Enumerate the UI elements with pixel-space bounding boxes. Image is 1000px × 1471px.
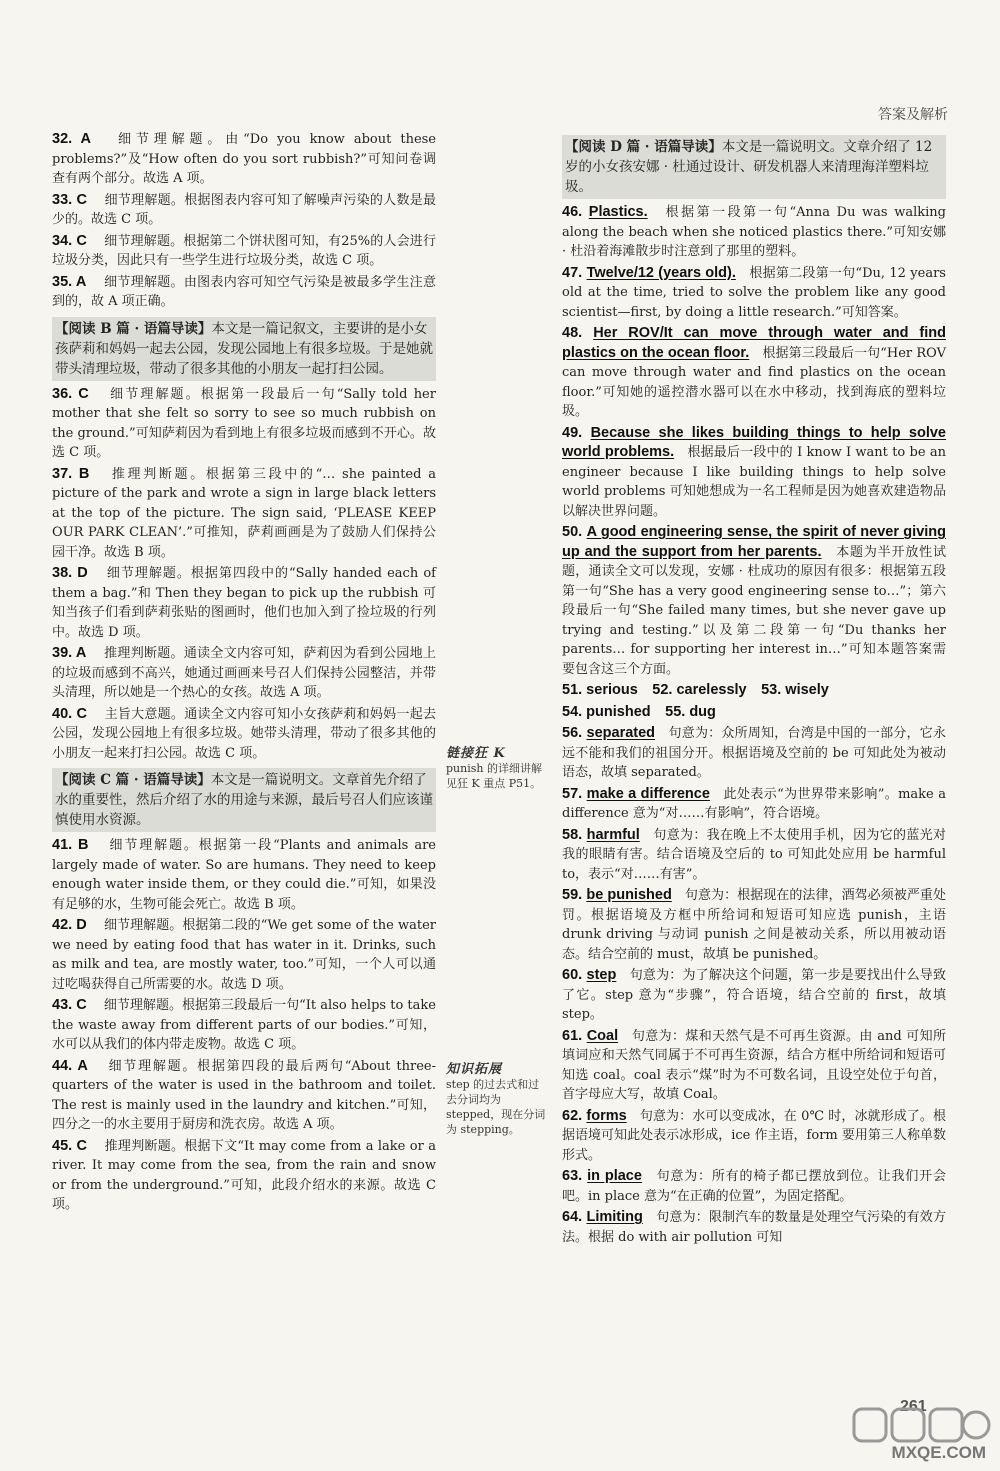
page-number: 261 [900,1398,927,1415]
answer-explanation: 句意为：为了解决这个问题，第一步是要找出什么导致了它。step 意为“步骤”，符合语境，结合空前的 first，故填 step。 [562,968,946,1022]
answer-key: Coal [586,1027,619,1044]
answer-item [562,523,946,679]
answer-item [562,724,946,783]
guide-text: 本文是一篇说明文。文章首先介绍了水的重要性，然后介绍了水的用途与来源，最后号召人们应该谨慎使用水资源。 [55,772,433,828]
answer-explanation: 根据第一段第一句“Anna Du was walking along the beach when she noticed plastics there.”可知安娜 · 杜沿着海滩散步时注意到了那里的塑料。 [562,205,946,259]
answer-item [562,826,946,885]
answer-number: 32. A [52,131,92,147]
answer-number: 64. [562,1209,583,1225]
answer-explanation: 根据第二段第一句“Du, 12 years old at the time, tried to solve the problem like any good scientist—first, by doing a little research.”可知答案。 [562,265,946,320]
answer-line [562,681,946,701]
answer-item [52,564,436,642]
side-note-link [446,746,550,791]
answer-explanation: 细节理解题。根据第三段最后一句“It also helps to take the waste away from different parts of our bodies.”可知，水可以从我们的体内带走废物。故选 C 项。 [52,998,436,1052]
answer-item [52,1057,436,1135]
answer-explanation: 句意为：所有的椅子都已摆放到位。让我们开会吧。in place 意为“在正确的位置”，为固定搭配。 [562,1169,946,1204]
answer-item [562,1208,946,1247]
answer-number: 49. [562,424,583,441]
answer-explanation: 推理判断题。根据第三段中的“… she painted a picture of the park and wrote a sign in large black letters at the top of the picture. The sign said, ‘PLEASE KEEP OUR PARK CLEAN’.”可推知，萨莉画画是为了鼓励人们保持公园干净。故选 B 项。 [52,466,436,560]
reading-guide [52,317,436,381]
answer-key: harmful [586,826,640,843]
answer-key: Plastics. [588,204,648,220]
answer-key: Twelve/12 (years old). [586,264,736,281]
answer-item [562,1167,946,1206]
answer-number: 56. [562,725,583,741]
answer-item [562,1107,946,1166]
answer-item [52,191,436,230]
answer-explanation: 本题为半开放性试题，通读全文可以发现，安娜 · 杜成功的原因有很多：根据第五段第一句“She has a very good engineering sense to…”；第六段最后一句“She failed many times, but she never gave up trying and testing.”以及第二段第一句“Du thanks her parents… for supporting her interest in…”可知本题答案需要包含这三个方面。 [562,544,946,677]
answer-explanation: 细节理解题。根据第四段的最后两句“About three-quarters of the water is used in the bathroom and toilet. The rest is mainly used in the laundry and kitchen.”可知，四分之一的水主要用于厨房和洗衣房。故选 A 项。 [52,1058,436,1132]
answer-number: 62. [562,1107,583,1124]
answer-item [52,705,436,764]
answer-explanation: 根据最后一段中的 I know I want to be an engineer because I like building things to help solve world problems 可知她想成为一名工程师是因为她喜欢建造物品以解决世界问题。 [562,445,946,519]
answer-number: 60. [562,967,583,983]
answer-key: step [586,967,617,983]
answer-number: 46. [562,204,583,220]
reading-guide [562,135,946,199]
answer-number: 33. C [52,191,87,208]
answer-number: 42. D [52,917,87,933]
right-column [562,130,946,1249]
answer-explanation: 推理判断题。通读全文内容可知，萨莉因为看到公园地上的垃圾而感到不高兴，她通过画画来号召人们保持公园整洁，并带头清理，所以她是一个热心的女孩。故选 A 项。 [52,646,436,700]
answer-explanation: 推理判断题。根据下文“It may come from a lake or a river. It may come from the sea, from the rain and snow or from the underground.”可知，此段介绍水的来源。故选 C 项。 [52,1138,436,1212]
answer-explanation: 细节理解题。根据第二段的“We get some of the water we need by eating food that has water in it. Drinks, such as milk and tea, are mostly water, too.”可知，一个人可以通过吃喝获得自己所需要的水。故选 D 项。 [52,918,436,992]
answer-number: 34. C [52,232,87,249]
answer-explanation: 句意为：我在晚上不太使用手机，因为它的蓝光对我的眼睛有害。结合语境及空后的 to 可知此处应用 be harmful to，表示“对……有害”。 [562,827,946,882]
page-header: 答案及解析 [878,107,948,123]
answer-item [52,1137,436,1215]
answer-item [562,785,946,824]
answer-number: 37. B [52,465,90,482]
answer-explanation: 细节理解题。根据第四段中的“Sally handed each of them a bag.”和 Then they began to pick up the rubbish 可知当孩子们看到萨莉张贴的图画时，他们也加入到了捡垃圾的行列中。故选 D 项。 [52,566,436,640]
guide-tag: 【阅读 C 篇 · 语篇导读】 [55,772,211,788]
answer-explanation: 细节理解题。根据第一段“Plants and animals are largely made of water. So are humans. They need to keep enough water inside them, or they could die.”可知，如果没有足够的水，生物可能会死亡。故选 B 项。 [52,838,436,912]
answer-item [52,465,436,563]
answer-item [562,966,946,1025]
answer-key: A good engineering sense, the spirit of never giving up and the support from her parents. [562,524,946,560]
watermark-text: MXQE.COM [891,1443,986,1462]
reading-guide [52,768,436,832]
answer-number: 50. [562,524,583,540]
answer-explanation: 句意为：根据现在的法律，酒驾必须被严重处罚。根据语境及方框中所给词和短语可知应选 punish，主语 drunk driving 与动词 punish 之间是被动关系，所以用被动语态。结合空前的 must，故填 be punished。 [562,888,946,962]
answer-explanation: 句意为：限制汽车的数量是处理空气污染的有效方法。根据 do with air pollution 可知 [562,1210,946,1245]
answer-explanation: 句意为：煤和天然气是不可再生资源。由 and 可知所填词应和天然气同属于不可再生资源，结合方框中所给词和短语可知选 coal。coal 表示“煤”时为不可数名词，且设空处位于句首，首字母应大写，故填 Coal。 [562,1028,946,1102]
answer-item [52,130,436,189]
answer-explanation: 细节理解题。根据图表内容可知了解噪声污染的人数是最少的。故选 C 项。 [52,192,436,227]
answer-number: 63. [562,1168,583,1184]
answer-explanation: 细节理解题。由“Do you know about these problems?”及“How often do you sort rubbish?”可知问卷调查有两个部分。故选 A 项。 [52,132,436,186]
answer-number: 61. [562,1027,583,1044]
answer-number: 57. [562,785,583,802]
answer-item [52,836,436,914]
answer-number: 36. C [52,385,89,402]
side-note-title: 知识拓展 [446,1062,503,1077]
answer-item [52,385,436,463]
answer-item [52,916,436,994]
answer-key: make a difference [586,785,710,802]
side-note-text: punish 的详细讲解见狂 K 重点 P51。 [446,762,542,790]
guide-text: 本文是一篇说明文。文章介绍了 12 岁的小女孩安娜 · 杜通过设计、研发机器人来清理海洋塑料垃圾。 [565,139,933,195]
answer-explanation: 细节理解题。根据第一段最后一句“Sally told her mother that she felt so sorry to see so much rubbish on the ground.”可知萨莉因为看到地上有很多垃圾而感到不开心。故选 C 项。 [52,386,436,460]
answer-key: 54. punished 55. dug [562,703,716,720]
answer-number: 47. [562,264,583,281]
answer-key: 51. serious 52. carelessly 53. wisely [562,682,829,698]
answer-item [52,232,436,271]
side-note-extend [446,1062,550,1137]
answer-key: Because she likes building things to help solve world problems. [562,424,946,460]
watermark-logo-icon [852,1405,992,1445]
answer-key: Her ROV/It can move through water and find plastics on the ocean floor. [562,325,946,361]
answer-explanation: 细节理解题。根据第二个饼状图可知，有25%的人会进行垃圾分类，因此只有一些学生进行垃圾分类，故选 C 项。 [52,233,436,268]
answer-item [562,886,946,964]
guide-tag: 【阅读 D 篇 · 语篇导读】 [565,139,722,155]
answer-item [562,424,946,522]
answer-key: Limiting [586,1209,643,1225]
answer-number: 40. C [52,705,87,722]
answer-number: 58. [562,826,583,843]
answer-key: be punished [586,887,672,903]
answer-item [52,996,436,1055]
answer-number: 39. A [52,645,87,661]
answer-explanation: 主旨大意题。通读全文内容可知小女孩萨莉和妈妈一起去公园，发现公园地上有很多垃圾。她带头清理，带动了很多其他的小朋友一起来打扫公园。故选 C 项。 [52,706,436,761]
answer-number: 43. C [52,997,87,1013]
answer-explanation: 细节理解题。由图表内容可知空气污染是被最多学生注意到的，故 A 项正确。 [52,274,436,309]
answer-number: 41. B [52,837,89,853]
answer-number: 38. D [52,565,88,581]
side-note-title: 链接狂 K [446,746,506,761]
answer-explanation: 根据第三段最后一句“Her ROV can move through water and find plastics on the ocean floor.”可知她的遥控潜水器可以在水中移动，找到海底的塑料垃圾。 [562,345,946,419]
side-note-text: step 的过去式和过去分词均为 stepped，现在分词为 stepping。 [446,1078,546,1136]
answer-key: forms [586,1107,627,1124]
answer-item [52,644,436,703]
answer-item [562,1027,946,1105]
answer-number: 44. A [52,1057,88,1074]
answer-item [562,324,946,422]
guide-text: 本文是一篇记叙文，主要讲的是小女孩萨莉和妈妈一起去公园，发现公园地上有很多垃圾。于是她就带头清理垃圾，带动了很多其他的小朋友一起打扫公园。 [55,320,433,377]
answer-key: in place [587,1168,642,1184]
guide-tag: 【阅读 B 篇 · 语篇导读】 [55,320,212,337]
answer-number: 59. [562,887,583,903]
left-column [52,130,436,1217]
answer-line [562,703,946,723]
answer-item [52,273,436,312]
answer-number: 35. A [52,273,87,290]
answer-number: 45. C [52,1137,87,1154]
answer-number: 48. [562,325,583,341]
answer-item [562,264,946,323]
answer-explanation: 此处表示“为世界带来影响”。make a difference 意为“对……有影响”，符合语境。 [562,786,946,821]
answer-key: separated [586,725,656,741]
answer-item [562,203,946,262]
answer-explanation: 句意为：众所周知，台湾是中国的一部分，它永远不能和我们的祖国分开。根据语境及空前的 be 可知此处为被动语态，故填 separated。 [562,726,946,780]
answer-explanation: 句意为：水可以变成冰，在 0℃ 时，冰就形成了。根据语境可知此处表示冰形成，ice 作主语，form 要用第三人称单数形式。 [562,1108,946,1163]
